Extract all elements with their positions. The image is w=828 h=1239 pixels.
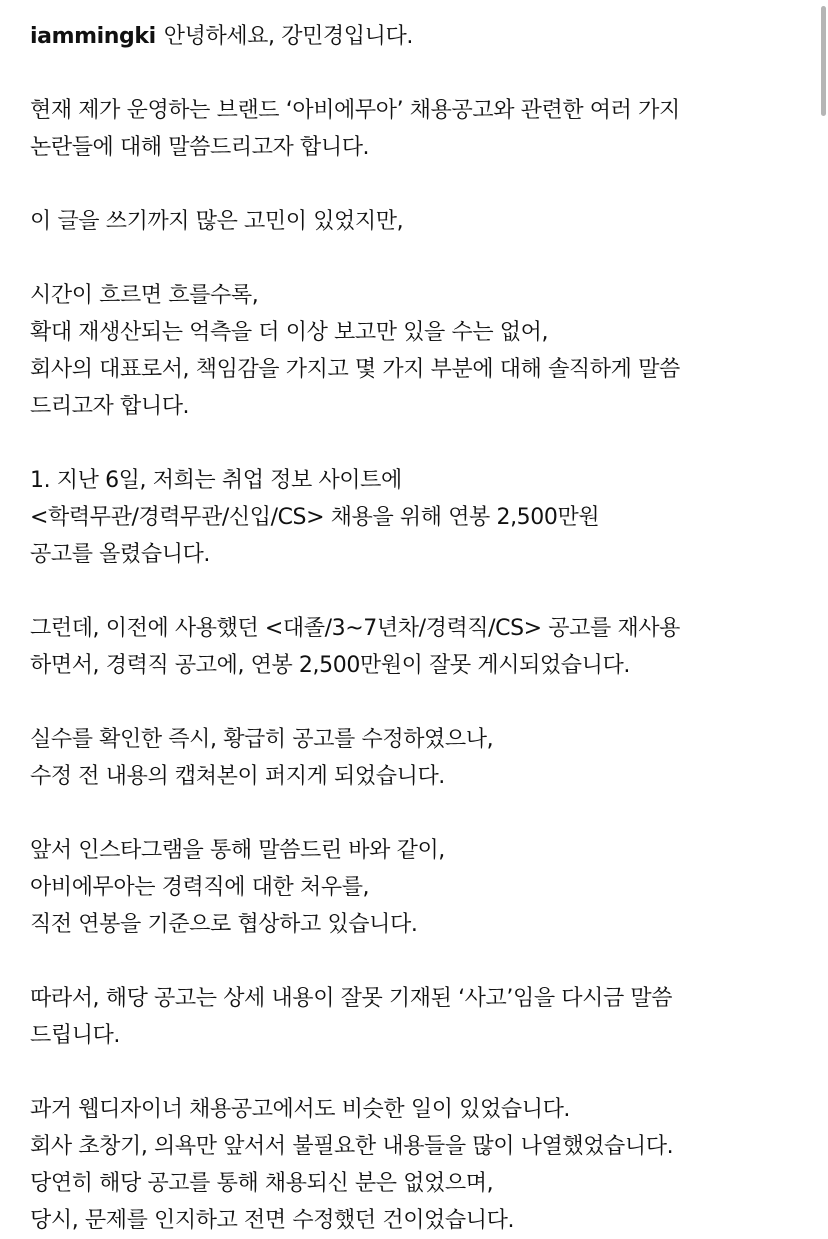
- caption-line: 이 글을 쓰기까지 많은 고민이 있었지만,: [30, 209, 404, 234]
- username-link[interactable]: iammingki: [30, 24, 156, 49]
- paragraph-gap: [30, 795, 820, 832]
- caption-line: 과거 웹디자이너 채용공고에서도 비슷한 일이 있었습니다.: [30, 1097, 571, 1122]
- caption-line: 아비에무아는 경력직에 대한 처우를,: [30, 875, 370, 900]
- paragraph-9: [30, 1091, 820, 1239]
- paragraph-gap: [30, 684, 820, 721]
- caption-line: 앞서 인스타그램을 통해 말씀드린 바와 같이,: [30, 838, 445, 863]
- paragraph-8: [30, 980, 820, 1054]
- post-caption: [30, 18, 820, 1239]
- caption-line: 회사 초창기, 의욕만 앞서서 불필요한 내용들을 많이 나열했었습니다.: [30, 1134, 674, 1159]
- caption-line: 수정 전 내용의 캡쳐본이 퍼지게 되었습니다.: [30, 764, 445, 789]
- caption-line: 드립니다.: [30, 1023, 121, 1048]
- caption-header: [30, 18, 820, 55]
- paragraph-gap: [30, 240, 820, 277]
- paragraph-5: [30, 610, 820, 684]
- caption-line: 현재 제가 운영하는 브랜드 ‘아비에무아’ 채용공고와 관련한 여러 가지: [30, 98, 680, 123]
- caption-line: 따라서, 해당 공고는 상세 내용이 잘못 기재된 ‘사고’임을 다시금 말씀: [30, 986, 673, 1011]
- paragraph-gap: [30, 55, 820, 92]
- caption-line: 당시, 문제를 인지하고 전면 수정했던 건이었습니다.: [30, 1208, 515, 1233]
- paragraph-1: [30, 92, 820, 166]
- caption-line: 논란들에 대해 말씀드리고자 합니다.: [30, 135, 370, 160]
- caption-line: 그런데, 이전에 사용했던 <대졸/3~7년차/경력직/CS> 공고를 재사용: [30, 616, 681, 641]
- caption-line: 직전 연봉을 기준으로 협상하고 있습니다.: [30, 912, 418, 937]
- paragraph-3: [30, 277, 820, 425]
- paragraph-6: [30, 721, 820, 795]
- caption-line: 회사의 대표로서, 책임감을 가지고 몇 가지 부분에 대해 솔직하게 말씀: [30, 357, 680, 382]
- paragraph-gap: [30, 573, 820, 610]
- caption-line: 당연히 해당 공고를 통해 채용되신 분은 없었으며,: [30, 1171, 494, 1196]
- scrollbar-thumb[interactable]: [821, 6, 826, 116]
- paragraph-2: [30, 203, 820, 240]
- caption-line: 실수를 확인한 즉시, 황급히 공고를 수정하였으나,: [30, 727, 494, 752]
- paragraph-4: [30, 462, 820, 573]
- caption-line: 하면서, 경력직 공고에, 연봉 2,500만원이 잘못 게시되었습니다.: [30, 653, 630, 678]
- caption-line: <학력무관/경력무관/신입/CS> 채용을 위해 연봉 2,500만원: [30, 505, 600, 530]
- caption-line: 드리고자 합니다.: [30, 394, 190, 419]
- paragraph-7: [30, 832, 820, 943]
- caption-line: 확대 재생산되는 억측을 더 이상 보고만 있을 수는 없어,: [30, 320, 549, 345]
- caption-line: 1. 지난 6일, 저희는 취업 정보 사이트에: [30, 468, 402, 493]
- greeting-text: 안녕하세요, 강민경입니다.: [163, 24, 413, 49]
- caption-line: 시간이 흐르면 흐를수록,: [30, 283, 259, 308]
- paragraph-gap: [30, 943, 820, 980]
- paragraph-gap: [30, 425, 820, 462]
- caption-line: 공고를 올렸습니다.: [30, 542, 211, 567]
- paragraph-gap: [30, 1054, 820, 1091]
- paragraph-gap: [30, 166, 820, 203]
